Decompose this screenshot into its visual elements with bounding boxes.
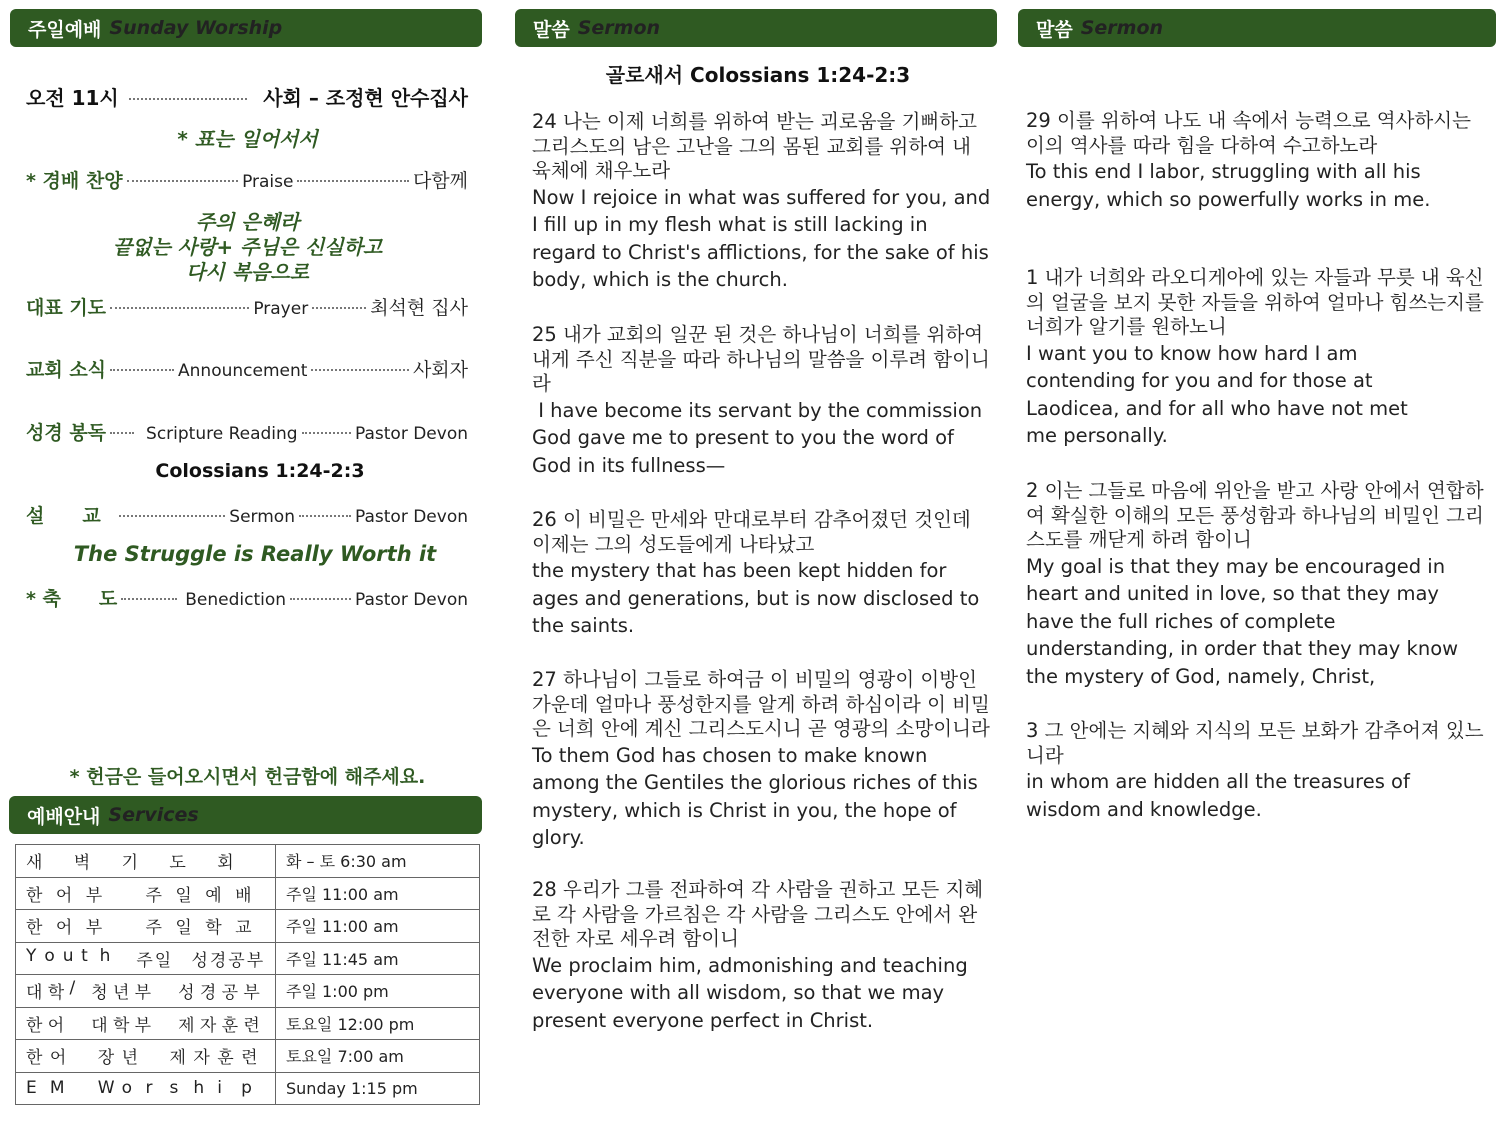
verse-25-en: I have become its servant by the commission God gave me to present to you the word of God in its fullness— xyxy=(532,398,989,477)
service-time: 토요일 12:00 pm xyxy=(276,1007,480,1040)
announcement-en: Announcement xyxy=(178,361,308,381)
verse-24-en: Now I rejoice in what was suffered for you, and I fill up in my flesh what is still lacking in regard to Christ's afflictions, for the sake of his body, which is the church. xyxy=(532,185,991,291)
sermon-column-2 xyxy=(1012,0,1503,1128)
sermon-en: Sermon xyxy=(229,507,295,527)
praise-leader: 다함께 xyxy=(412,170,468,192)
announcement-dots xyxy=(110,369,174,371)
offering-note: * 헌금은 들어오시면서 헌금함에 해주세요. xyxy=(69,766,426,788)
service-time: 주일 11:00 am xyxy=(276,910,480,943)
service-name xyxy=(16,1040,276,1073)
verse-29-ko: 29 이를 위하여 나도 내 속에서 능력으로 역사하시는 이의 역사를 따라 힘을 다하여 수고하노라 xyxy=(1026,109,1471,157)
announcement-row xyxy=(26,355,468,382)
hymn-1: 주의 은혜라 xyxy=(195,210,300,234)
verse-2-3-ko: 3 그 안에는 지혜와 지식의 모든 보화가 감추어져 있느니라 xyxy=(1026,719,1484,767)
service-row xyxy=(16,1040,480,1073)
service-time-row xyxy=(26,82,468,111)
announcement-label: 교회 소식 xyxy=(26,359,107,381)
praise-dots-2 xyxy=(297,180,408,182)
praise-label: * 경배 찬양 xyxy=(26,170,123,192)
sermon-header-2-ko: 말씀 xyxy=(1036,18,1073,41)
services-header xyxy=(9,796,482,834)
service-row xyxy=(16,877,480,910)
verse-2-2-ko: 2 이는 그들로 마음에 위안을 받고 사랑 안에서 연합하여 확실한 이해의 모든 풍성함과 하나님의 비밀인 그리스도를 깨닫게 하려 함이니 xyxy=(1026,479,1484,551)
verse-26-ko: 26 이 비밀은 만세와 만대로부터 감추어졌던 것인데 이제는 그의 성도들에게 나타났고 xyxy=(532,508,971,556)
hymn-3: 다시 복음으로 xyxy=(186,260,309,284)
scripture-leader: Pastor Devon xyxy=(354,424,468,444)
services-table xyxy=(15,844,480,1105)
service-row xyxy=(16,845,480,878)
service-leader: 사회 – 조정현 안수집사 xyxy=(263,86,468,110)
service-time: 오전 11시 xyxy=(26,86,119,110)
sermon-row xyxy=(26,501,468,532)
scripture-row xyxy=(26,418,468,449)
scripture-en: Scripture Reading xyxy=(146,424,298,444)
sermon-header-1-ko: 말씀 xyxy=(533,18,570,41)
verse-27-ko: 27 하나님이 그들로 하여금 이 비밀의 영광이 이방인 가운데 얼마나 풍성한지를 알게 하려 하심이라 이 비밀은 너희 안에 계신 그리스도시니 곧 영광의 소망이니라 xyxy=(532,668,990,740)
verse-28 xyxy=(532,878,994,1034)
service-time: 화 – 토 6:30 am xyxy=(276,845,480,878)
services-header-en: Services xyxy=(108,803,199,826)
service-name xyxy=(16,845,276,878)
scripture-dots xyxy=(110,432,134,434)
praise-row xyxy=(26,166,468,193)
benediction-dots-2 xyxy=(290,598,351,600)
service-name xyxy=(16,942,276,975)
verse-2-1-en: I want you to know how hard I am contending for you and for those at Laodicea, and for all who have not met me personally. xyxy=(1026,341,1408,447)
verse-24-ko: 24 나는 이제 너희를 위하여 받는 괴로움을 기뻐하고 그리스도의 남은 고난을 그의 몸된 교회를 위하여 내 육체에 채우노라 xyxy=(532,110,977,182)
prayer-leader: 최석현 집사 xyxy=(370,297,468,319)
verse-27 xyxy=(532,668,994,852)
sermon-header-1-en: Sermon xyxy=(577,16,661,39)
passage-title: 골로새서 Colossians 1:24-2:3 xyxy=(605,63,911,87)
service-name-letters: 한 어 부 주 일 예 배 xyxy=(26,885,252,906)
verse-26 xyxy=(532,508,994,640)
sermon-title: The Struggle is Really Worth it xyxy=(73,542,437,566)
service-name xyxy=(16,975,276,1008)
benediction-label: * 축 도 xyxy=(26,588,118,610)
sermon-leader: Pastor Devon xyxy=(354,507,468,527)
scripture-label: 성경 봉독 xyxy=(26,422,107,444)
announcement-dots-2 xyxy=(311,369,409,371)
service-name xyxy=(16,910,276,943)
service-time: 토요일 7:00 am xyxy=(276,1040,480,1073)
verse-26-en: the mystery that has been kept hidden for ages and generations, but is now disclosed to the saints. xyxy=(532,559,980,637)
sermon-header-2 xyxy=(1018,9,1496,47)
praise-en: Praise xyxy=(242,172,294,192)
prayer-dots xyxy=(110,307,249,309)
worship-header xyxy=(10,9,482,47)
service-name-letters: E M W o r s h i p xyxy=(26,1078,252,1099)
sermon-dots-2 xyxy=(299,515,351,517)
verse-2-2 xyxy=(1026,479,1488,690)
verse-25-ko: 25 내가 교회의 일꾼 된 것은 하나님이 너희를 위하여 내게 주신 직분을 따라 하나님의 말씀을 이루려 함이니라 xyxy=(532,323,990,395)
verse-29-en: To this end I labor, struggling with all his energy, which so powerfully works in me. xyxy=(1026,160,1431,211)
worship-header-en: Sunday Worship xyxy=(109,16,283,39)
service-name-letters: 한 어 장 년 제 자 훈 련 xyxy=(26,1048,258,1069)
announcement-leader: 사회자 xyxy=(412,359,468,381)
service-time: 주일 11:45 am xyxy=(276,942,480,975)
service-name-letters: 대 학 / 청 년 부 성 경 공 부 xyxy=(26,978,260,1004)
service-name-letters: Y o u t h 주 일 성 경 공 부 xyxy=(26,945,264,971)
verse-2-3 xyxy=(1026,719,1488,823)
service-time: Sunday 1:15 pm xyxy=(276,1072,480,1105)
service-name xyxy=(16,1007,276,1040)
scripture-dots-2 xyxy=(302,432,351,434)
leader-dots xyxy=(129,98,247,100)
verse-24 xyxy=(532,110,994,294)
benediction-dots xyxy=(121,598,177,600)
scripture-reference: Colossians 1:24-2:3 xyxy=(155,460,365,482)
sermon-header-2-en: Sermon xyxy=(1080,16,1164,39)
verse-28-ko: 28 우리가 그를 전파하여 각 사람을 권하고 모든 지혜로 각 사람을 가르침은 각 사람을 그리스도 안에서 완전한 자로 세우려 함이니 xyxy=(532,878,984,950)
hymn-2: 끝없는 사랑+ 주님은 신실하고 xyxy=(112,235,383,259)
verse-2-1-ko: 1 내가 너희와 라오디게아에 있는 자들과 무릇 내 육신의 얼굴을 보지 못한 자들을 위하여 얼마나 힘쓰는지를 너희가 알기를 원하노니 xyxy=(1026,266,1484,338)
service-row xyxy=(16,942,480,975)
sermon-dots xyxy=(119,515,226,517)
service-name xyxy=(16,1072,276,1105)
prayer-row xyxy=(26,293,468,320)
worship-header-ko: 주일예배 xyxy=(28,18,102,41)
worship-column xyxy=(0,0,495,1128)
service-row xyxy=(16,1072,480,1105)
verse-2-3-en: in whom are hidden all the treasures of wisdom and knowledge. xyxy=(1026,770,1410,821)
benediction-en: Benediction xyxy=(185,590,287,610)
hymn-list xyxy=(0,210,495,285)
stand-note: * 표는 일어서서 xyxy=(177,127,318,151)
benediction-leader: Pastor Devon xyxy=(354,590,468,610)
verse-2-2-en: My goal is that they may be encouraged in heart and united in love, so that they may have the full riches of complete understanding, in order that they may know the mystery of God, namely, Christ, xyxy=(1026,554,1459,688)
service-name-letters: 한 어 대 학 부 제 자 훈 련 xyxy=(26,1015,260,1036)
prayer-label: 대표 기도 xyxy=(26,297,107,319)
service-row xyxy=(16,975,480,1008)
verse-28-en: We proclaim him, admonishing and teaching everyone with all wisdom, so that we may present everyone perfect in Christ. xyxy=(532,953,968,1032)
service-name xyxy=(16,877,276,910)
verse-27-en: To them God has chosen to make known among the Gentiles the glorious riches of this mystery, which is Christ in you, the hope of glory. xyxy=(532,743,978,849)
prayer-en: Prayer xyxy=(253,299,309,319)
sermon-header-1 xyxy=(515,9,997,47)
service-name-letters: 한 어 부 주 일 학 교 xyxy=(26,918,252,939)
service-row xyxy=(16,1007,480,1040)
verse-2-1 xyxy=(1026,266,1488,450)
benediction-row xyxy=(26,584,468,615)
sermon-label: 설 교 xyxy=(26,505,101,527)
services-header-ko: 예배안내 xyxy=(27,805,101,828)
verse-29 xyxy=(1026,109,1488,213)
prayer-dots-2 xyxy=(312,307,366,309)
sermon-column-1 xyxy=(508,0,998,1128)
praise-dots xyxy=(127,180,238,182)
service-time: 주일 11:00 am xyxy=(276,877,480,910)
service-time: 주일 1:00 pm xyxy=(276,975,480,1008)
service-name-letters: 새 벽 기 도 회 xyxy=(26,853,234,874)
service-row xyxy=(16,910,480,943)
verse-25 xyxy=(532,323,994,479)
